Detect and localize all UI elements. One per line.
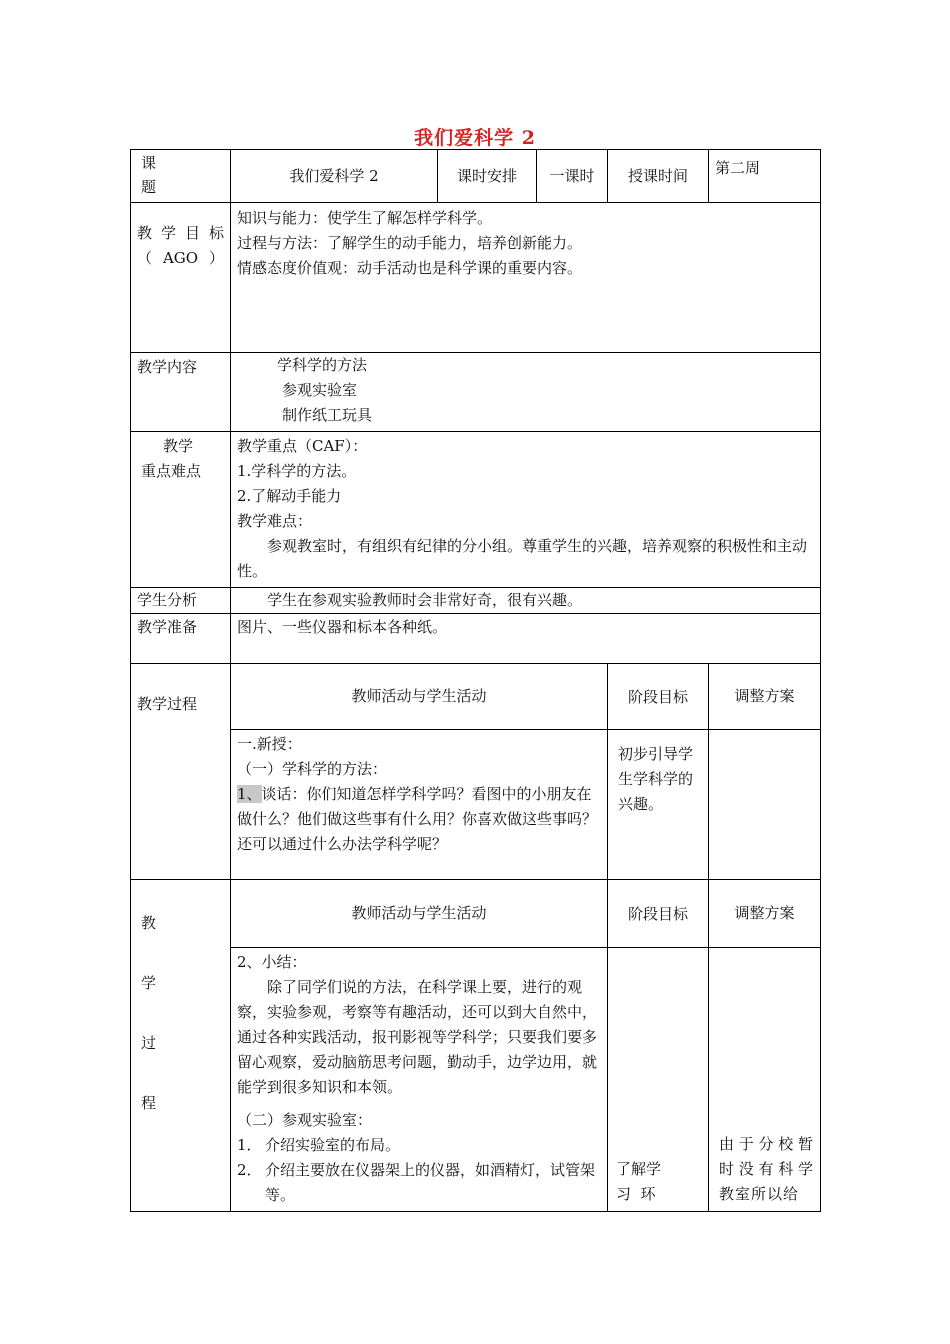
visit-item-1	[237, 1133, 601, 1158]
process2-label	[131, 880, 231, 1212]
keypoints-label-2: 重点难点	[141, 462, 202, 480]
process1-col-goal-text: 阶段目标	[628, 687, 689, 706]
process1-line1: 一.新授：	[237, 735, 302, 753]
process1-header-row	[131, 664, 821, 730]
process1-goal-text: 初步引导学生学科学的兴趣。	[618, 745, 694, 813]
process1-col-goal	[608, 664, 709, 730]
process1-col-activity: 教师活动与学生活动	[231, 664, 608, 730]
visit-item-2-num: 2．	[237, 1161, 262, 1179]
difficulty-heading: 教学难点：	[237, 512, 313, 530]
content-item-2: 参观实验室	[282, 381, 358, 399]
lesson-plan-table	[130, 149, 821, 1212]
keypoints-label-1: 教学	[163, 437, 194, 455]
process2-label-char-1: 教	[141, 913, 157, 932]
keypoint-2: 2.了解动手能力	[237, 487, 342, 505]
goal-process: 过程与方法：了解学生的动手能力，培养创新能力。	[237, 234, 583, 252]
process2-label-char-4: 程	[141, 1093, 157, 1112]
difficulty-text: 参观教室时，有组织有纪律的分小组。尊重学生的兴趣，培养观察的积极性和主动性。	[237, 537, 808, 580]
process2-body-row	[131, 948, 821, 1212]
process1-col-adjust: 调整方案	[709, 664, 821, 730]
keypoints-label	[131, 432, 231, 588]
subject-label-ti: 题	[141, 178, 157, 196]
analysis-text: 学生在参观实验教师时会非常好奇，很有兴趣。	[231, 588, 821, 614]
process2-adjust	[709, 948, 821, 1212]
process1-label-text: 教学过程	[137, 694, 198, 713]
process1-label	[131, 664, 231, 880]
process2-col-adjust: 调整方案	[709, 880, 821, 948]
content-item-3: 制作纸工玩具	[282, 406, 373, 424]
document-title: 我们爱科学 2	[414, 127, 536, 149]
process1-line3-text: 谈话：你们知道怎样学科学吗？看图中的小朋友在做什么？他们做这些事有什么用？你喜欢做这些事吗？还可以通过什么办法学科学呢？	[237, 785, 598, 853]
goal-knowledge: 知识与能力：使学生了解怎样学科学。	[237, 209, 493, 227]
process2-label-char-3: 过	[141, 1033, 157, 1052]
process2-label-char-2: 学	[141, 973, 157, 992]
process2-label-stack	[141, 883, 224, 1133]
prep-row	[131, 614, 821, 664]
process1-line2: （一）学科学的方法：	[237, 760, 388, 778]
goals-row	[131, 203, 821, 353]
schedule-label: 课时安排	[438, 150, 537, 203]
process2-col-goal-text: 阶段目标	[628, 904, 689, 923]
keypoints-heading: 教学重点（CAF）：	[237, 437, 368, 455]
summary-heading: 2、小结：	[237, 953, 307, 971]
prep-text: 图片、一些仪器和标本各种纸。	[231, 614, 821, 664]
visit-item-1-num: 1．	[237, 1136, 262, 1154]
summary-text: 除了同学们说的方法，在科学课上要，进行的观察，实验参观，考察等有趣活动，还可以到大自然中，通过各种实践活动，报刊影视等学科学；只要我们要多留心观察，爱动脑筋思考问题，勤动手，边学边用，就能学到很多知识和本领。	[237, 978, 598, 1096]
time-label: 授课时间	[608, 150, 709, 203]
visit-item-2-text: 介绍主要放在仪器架上的仪器，如酒精灯，试管架等。	[265, 1161, 596, 1204]
keypoints-row	[131, 432, 821, 588]
analysis-row	[131, 588, 821, 614]
content-label: 教学内容	[131, 353, 231, 432]
process2-goal-line1: 了解学	[616, 1160, 662, 1178]
process2-goal	[608, 948, 709, 1212]
process2-col-activity: 教师活动与学生活动	[231, 880, 608, 948]
process1-line3-num: 1、	[237, 785, 262, 803]
process2-adjust-text: 由于分校暂时没有科学教室所以给	[719, 1135, 815, 1203]
process2-col-goal	[608, 880, 709, 948]
visit-item-2	[237, 1158, 601, 1208]
process1-activity	[231, 730, 608, 880]
keypoints-content	[231, 432, 821, 588]
content-list	[231, 353, 821, 432]
process2-activity	[231, 948, 608, 1212]
process2-goal-line2: 习 环	[616, 1185, 656, 1203]
process1-goal	[608, 730, 709, 880]
goals-label	[131, 203, 231, 353]
process1-body-row	[131, 730, 821, 880]
subject-label-cell	[131, 150, 231, 203]
visit-item-1-text: 介绍实验室的布局。	[265, 1136, 401, 1154]
header-row	[131, 150, 821, 203]
process1-adjust	[709, 730, 821, 880]
content-item-1: 学科学的方法	[277, 356, 368, 374]
process1-line3	[237, 782, 601, 857]
schedule-value: 一课时	[537, 150, 608, 203]
subject-label-ke: 课	[141, 154, 157, 172]
goals-content	[231, 203, 821, 353]
visit-heading: （二）参观实验室：	[237, 1111, 373, 1129]
analysis-label: 学生分析	[131, 588, 231, 614]
goal-emotion: 情感态度价值观：动手活动也是科学课的重要内容。	[237, 259, 583, 277]
keypoint-1: 1.学科学的方法。	[237, 462, 357, 480]
content-row	[131, 353, 821, 432]
time-value: 第二周	[709, 150, 821, 203]
process2-header-row	[131, 880, 821, 948]
subject-value: 我们爱科学 2	[231, 150, 438, 203]
prep-label: 教学准备	[131, 614, 231, 664]
goals-label-text: 教 学 目 标（AGO）	[137, 224, 224, 267]
